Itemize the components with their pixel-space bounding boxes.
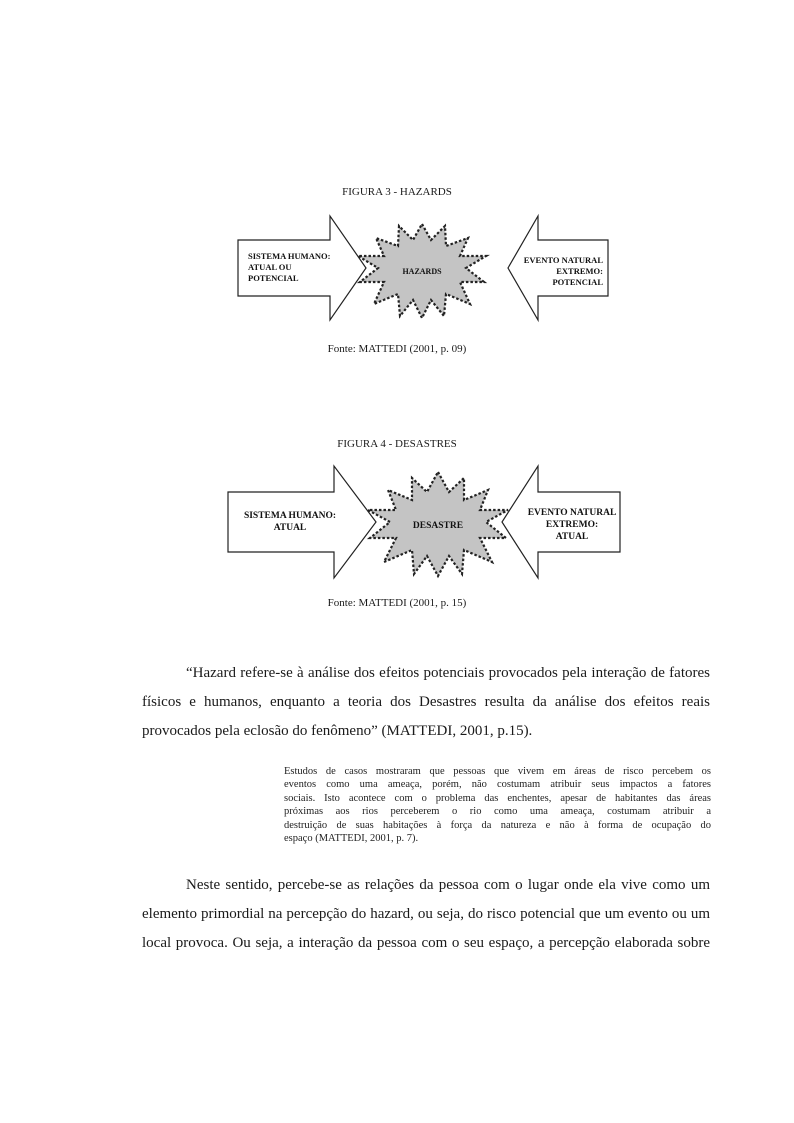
figure-4-diagram bbox=[226, 462, 626, 582]
paragraph-line: elemento primordial na percepção do hazard, ou seja, do risco potencial que um evento ou um bbox=[142, 906, 710, 922]
paragraph-perception bbox=[142, 871, 710, 958]
left-arrow-line-2: ATUAL OU bbox=[248, 262, 292, 272]
figure-3-diagram bbox=[230, 212, 614, 324]
right-arrow-line-2: EXTREMO: bbox=[545, 520, 599, 530]
figure-4-title: FIGURA 4 - DESASTRES bbox=[337, 438, 457, 450]
paragraph-line: local provoca. Ou seja, a interação da pessoa com o seu espaço, a percepção elaborada sobre bbox=[142, 935, 710, 951]
paragraph-hazard-definition bbox=[142, 659, 710, 746]
quote-line: Estudos de casos mostraram que pessoas que vivem em áreas de risco percebem os bbox=[284, 766, 711, 777]
left-arrow-line-2: ATUAL bbox=[273, 523, 307, 533]
left-arrow-line-3: POTENCIAL bbox=[248, 273, 299, 283]
left-arrow-line-1: SISTEMA HUMANO: bbox=[243, 511, 337, 521]
figure-4-source: Fonte: MATTEDI (2001, p. 15) bbox=[327, 597, 467, 609]
block-quote bbox=[284, 765, 711, 845]
burst-label: DESASTRE bbox=[412, 521, 464, 531]
paragraph-line: Neste sentido, percebe-se as relações da pessoa com o lugar onde ela vive como um bbox=[186, 877, 710, 893]
left-arrow-shape bbox=[228, 466, 376, 578]
figure-3-title: FIGURA 3 - HAZARDS bbox=[342, 186, 452, 198]
paragraph-line: provocados pela eclosão do fenômeno” (MATTEDI, 2001, p.15). bbox=[142, 723, 533, 739]
quote-line: eventos como uma ameaça, porém, não costumam atribuir seus impactos a fatores bbox=[284, 779, 711, 791]
right-arrow-line-3: POTENCIAL bbox=[552, 277, 603, 287]
left-arrow-line-1: SISTEMA HUMANO: bbox=[248, 251, 331, 261]
quote-line: próximas aos rios perceberem o rio como uma ameaça, costumam atribuir a bbox=[284, 806, 711, 818]
quote-line: espaço (MATTEDI, 2001, p. 7). bbox=[284, 833, 419, 845]
right-arrow-line-1: EVENTO NATURAL bbox=[527, 508, 617, 518]
paragraph-line: físicos e humanos, enquanto a teoria dos Desastres resulta da análise dos efeitos reais bbox=[142, 694, 710, 710]
paragraph-line: “Hazard refere-se à análise dos efeitos potenciais provocados pela interação de fatores bbox=[186, 665, 710, 681]
right-arrow-line-2: EXTREMO: bbox=[556, 266, 603, 276]
figure-3-source: Fonte: MATTEDI (2001, p. 09) bbox=[327, 343, 467, 355]
burst-label: HAZARDS bbox=[402, 267, 442, 276]
right-arrow-line-1: EVENTO NATURAL bbox=[523, 255, 603, 265]
quote-line: sociais. Isto acontece com o problema das enchentes, apesar de habitantes das áreas bbox=[284, 792, 711, 804]
quote-line: destruição de suas habitações à força da natureza e não à forma de ocupação do bbox=[284, 819, 711, 831]
right-arrow-line-3: ATUAL bbox=[555, 532, 589, 542]
